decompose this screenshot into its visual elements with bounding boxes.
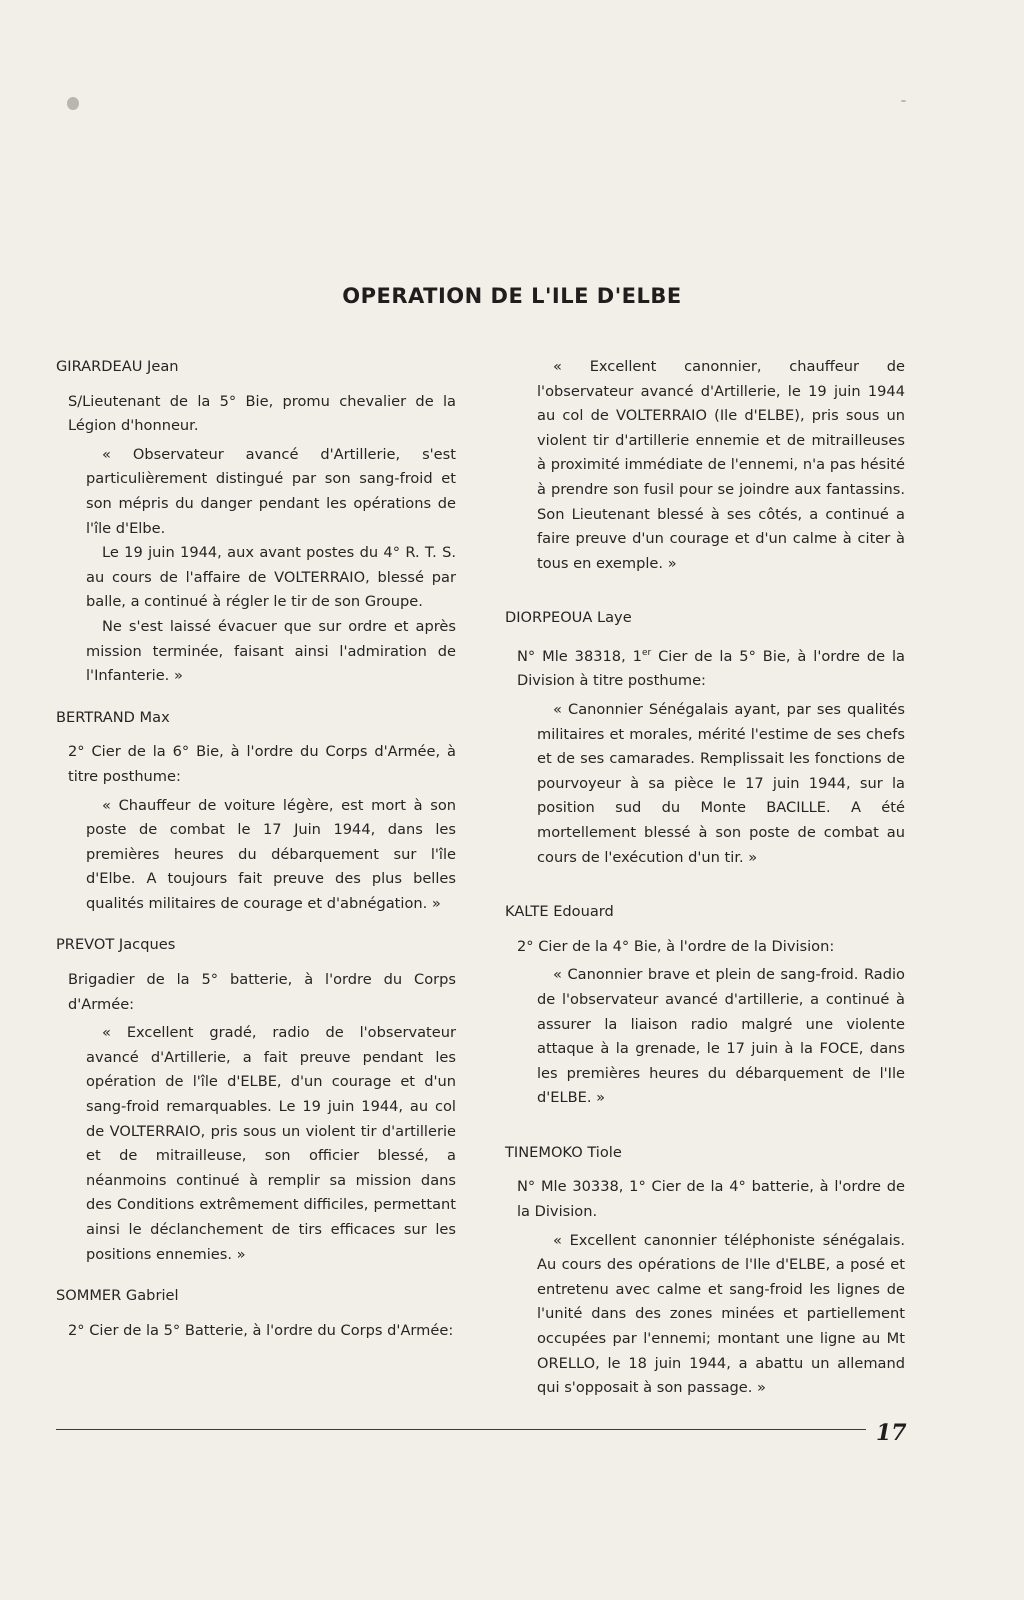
citation-paragraph: « Excellent canonnier, chauffeur de l'observateur avancé d'Artillerie, le 19 juin 1944 au col de VOLTERRAIO (Ile d'ELBE), pris sous un violent tir d'artillerie ennemie et de mitrailleuses à proximité immédiate de l'ennemi, n'a pas hésité à prendre son fusil pour se joindre aux fantassins. Son Lieutenant blessé à ses côtés, a continué a faire preuve d'un courage et d'un calme à citer à tous en exemple. » xyxy=(537,358,905,572)
citation-entry xyxy=(56,706,456,917)
citation-entry xyxy=(56,933,456,1267)
citation-paragraph: « Chauffeur de voiture légère, est mort à son poste de combat le 17 Juin 1944, dans les premières heures du débarquement sur l'île d'Elbe. A toujours fait preuve des plus belles qualités militaires de courage et d'abnégation. » xyxy=(86,796,456,912)
rank-line: 2° Cier de la 4° Bie, à l'ordre de la Division: xyxy=(517,937,835,955)
page-number: 17 xyxy=(876,1420,907,1446)
citation-paragraph: Ne s'est laissé évacuer que sur ordre et après mission terminée, faisant ainsi l'admiration de l'Infanterie. » xyxy=(86,617,456,685)
citation-text xyxy=(505,355,905,576)
soldier-name: KALTE Edouard xyxy=(505,903,614,921)
right-column xyxy=(505,355,905,1418)
citation-paragraph: « Observateur avancé d'Artillerie, s'est particulièrement distingué par son sang-froid et son mépris du danger pendant les opérations de l'île d'Elbe. xyxy=(86,445,456,537)
soldier-name: SOMMER Gabriel xyxy=(56,1287,179,1305)
rank-line xyxy=(517,641,905,694)
citation-text xyxy=(56,794,456,917)
paper-speck xyxy=(901,100,906,102)
citation-text xyxy=(505,698,905,870)
rank-line: N° Mle 30338, 1° Cier de la 4° batterie, à l'ordre de la Division. xyxy=(517,1178,905,1221)
soldier-name: DIORPEOUA Laye xyxy=(505,609,632,627)
citation-entry xyxy=(56,1284,456,1343)
rank-prefix: N° Mle 38318, 1 xyxy=(517,647,642,665)
rank-line: 2° Cier de la 6° Bie, à l'ordre du Corps d'Armée, à titre posthume: xyxy=(68,743,456,785)
rank-line: S/Lieutenant de la 5° Bie, promu chevalier de la Légion d'honneur. xyxy=(68,392,456,435)
footer-rule xyxy=(56,1429,866,1430)
rank-superscript: er xyxy=(641,647,652,658)
soldier-name: PREVOT Jacques xyxy=(56,936,176,954)
rank-line: Brigadier de la 5° batterie, à l'ordre du Corps d'Armée: xyxy=(68,971,456,1013)
paper-speck xyxy=(67,97,79,110)
citation-paragraph: « Excellent gradé, radio de l'observateur avancé d'Artillerie, a fait preuve pendant les opération de l'île d'ELBE, d'un courage et d'un sang-froid remarquables. Le 19 juin 1944, au col de VOLTERRAIO, pris sous un violent tir d'artillerie et de mitrailleuse, son officier blessé, a néanmoins continué à remplir sa mission dans des Conditions extrêmement difficiles, permettant ainsi le déclanchement de tirs efficaces sur les positions ennemies. » xyxy=(86,1024,456,1263)
citation-entry xyxy=(56,355,456,689)
citation-text xyxy=(56,1021,456,1267)
citation-entry xyxy=(505,1141,905,1401)
rank-suffix: Cier de la 5° Bie, à l'ordre de la Division à titre posthume: xyxy=(517,647,905,690)
citation-paragraph: « Canonnier brave et plein de sang-froid. Radio de l'observateur avancé d'artillerie, a continué à assurer la liaison radio malgré une violente attaque à la grenade, le 17 juin à la FOCE, dans les premières heures du débarquement de l'Ile d'ELBE. » xyxy=(537,966,905,1107)
citation-text xyxy=(505,963,905,1111)
citation-text xyxy=(56,443,456,689)
soldier-name: BERTRAND Max xyxy=(56,708,170,726)
citation-entry xyxy=(505,606,905,870)
citation-text xyxy=(505,1229,905,1401)
citation-entry xyxy=(505,900,905,1111)
citation-paragraph: Le 19 juin 1944, aux avant postes du 4° R. T. S. au cours de l'affaire de VOLTERRAIO, blessé par balle, a continué à régler le tir de son Groupe. xyxy=(86,544,456,611)
citation-entry xyxy=(505,355,905,576)
page-title: OPERATION DE L'ILE D'ELBE xyxy=(342,284,682,308)
soldier-name: TINEMOKO Tiole xyxy=(505,1143,622,1161)
left-column xyxy=(56,355,456,1360)
citation-paragraph: « Excellent canonnier téléphoniste sénégalais. Au cours des opérations de l'Ile d'ELBE, a posé et entretenu avec calme et sang-froid les lignes de l'unité dans des zones minées et partiellement occupées par l'ennemi; montant une ligne au Mt ORELLO, le 18 juin 1944, a abattu un allemand qui s'opposait à son passage. » xyxy=(537,1231,905,1397)
citation-paragraph: « Canonnier Sénégalais ayant, par ses qualités militaires et morales, mérité l'estime de ses chefs et de ses camarades. Remplissait les fonctions de pourvoyeur à sa pièce le 17 juin 1944, sur la position sud du Monte BACILLE. A été mortellement blessé à son poste de combat au cours de l'exécution d'un tir. » xyxy=(537,700,905,866)
rank-line: 2° Cier de la 5° Batterie, à l'ordre du Corps d'Armée: xyxy=(68,1321,454,1339)
soldier-name: GIRARDEAU Jean xyxy=(56,358,179,375)
